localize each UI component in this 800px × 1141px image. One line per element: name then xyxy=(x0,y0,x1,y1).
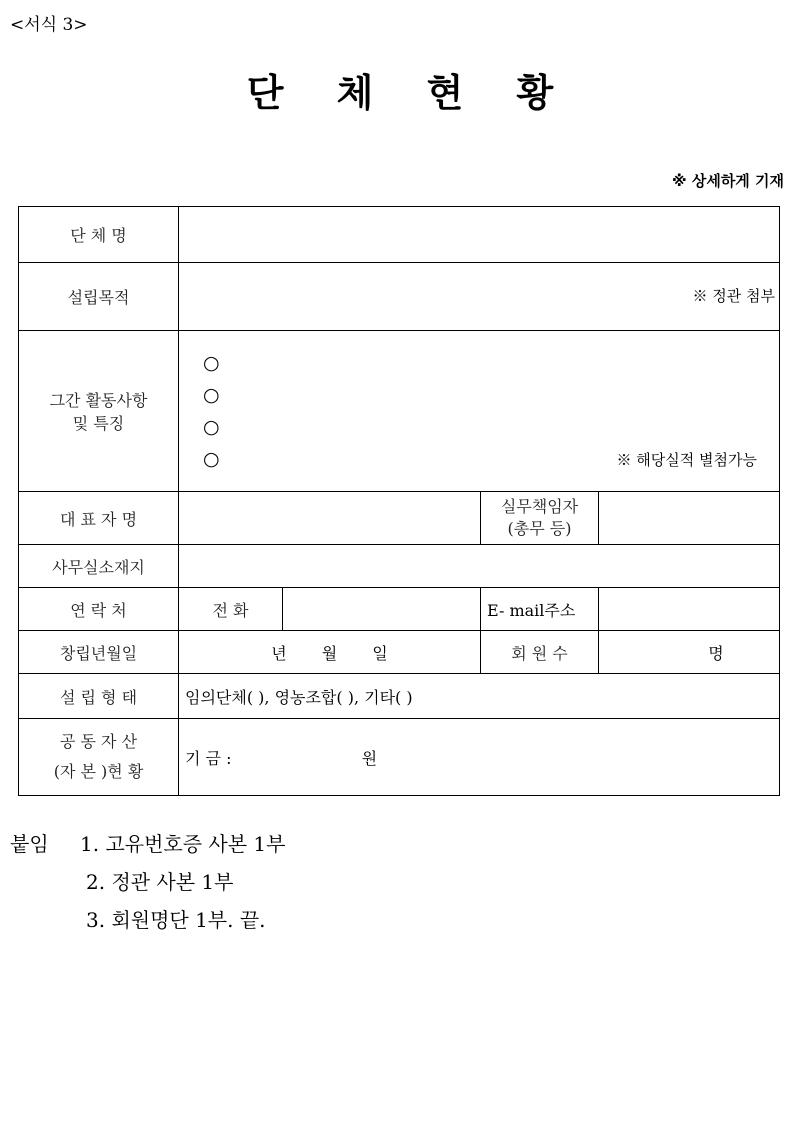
row-office xyxy=(19,545,780,588)
establishment-options[interactable]: 임의단체( ), 영농조합( ), 기타( ) xyxy=(179,674,780,719)
form-number-label: <서식 3> xyxy=(10,15,88,35)
attachment-line-1 xyxy=(10,825,285,863)
document-title: 단 체 현 황 xyxy=(246,70,574,115)
purpose-field[interactable] xyxy=(179,263,780,331)
phone-field[interactable] xyxy=(283,588,481,631)
attachment-item-1: 1. 고유번호증 사본 1부 xyxy=(80,832,286,856)
activities-label-line2: 및 특징 xyxy=(72,414,125,433)
activity-bullet-2: ○ xyxy=(203,384,220,406)
manager-label-line2: (총무 등) xyxy=(507,519,572,538)
activities-label-line1: 그간 활동사항 xyxy=(49,391,148,410)
organization-status-form xyxy=(18,206,780,796)
assets-label-line1: 공 동 자 산 xyxy=(59,732,138,751)
members-label: 회 원 수 xyxy=(481,631,599,674)
row-representative xyxy=(19,492,780,545)
manager-label xyxy=(481,492,599,545)
row-activities xyxy=(19,331,780,492)
manager-field[interactable] xyxy=(599,492,780,545)
fill-instruction: ※ 상세하게 기재 xyxy=(672,172,784,190)
office-field[interactable] xyxy=(179,545,780,588)
fund-label: 기 금 : xyxy=(185,748,232,768)
fund-unit: 원 xyxy=(361,748,378,768)
org-name-field[interactable] xyxy=(179,207,780,263)
contact-label: 연 락 처 xyxy=(19,588,179,631)
row-purpose xyxy=(19,263,780,331)
email-label: E- mail주소 xyxy=(481,588,599,631)
row-assets xyxy=(19,719,780,796)
org-name-label: 단 체 명 xyxy=(19,207,179,263)
assets-label-line2: (자 본 )현 황 xyxy=(53,762,144,781)
activities-note: ※ 해당실적 별첨가능 xyxy=(616,451,757,469)
activities-field[interactable] xyxy=(179,331,780,492)
activity-bullet-4: ○ xyxy=(203,448,220,470)
office-label: 사무실소재지 xyxy=(19,545,179,588)
manager-label-line1: 실무책임자 xyxy=(500,497,579,516)
purpose-label: 설립목적 xyxy=(19,263,179,331)
establishment-label: 설 립 형 태 xyxy=(19,674,179,719)
founded-label: 창립년월일 xyxy=(19,631,179,674)
activity-bullet-1: ○ xyxy=(203,352,220,374)
assets-field[interactable] xyxy=(179,719,780,796)
activities-label xyxy=(19,331,179,492)
representative-field[interactable] xyxy=(179,492,481,545)
founded-date-field[interactable]: 년 월 일 xyxy=(179,631,481,674)
activity-bullet-3: ○ xyxy=(203,416,220,438)
representative-label: 대 표 자 명 xyxy=(19,492,179,545)
purpose-note: ※ 정관 첨부 xyxy=(692,287,775,305)
members-field[interactable]: 명 xyxy=(599,631,780,674)
attachment-item-3: 3. 회원명단 1부. 끝. xyxy=(86,908,266,932)
row-contact xyxy=(19,588,780,631)
row-founded xyxy=(19,631,780,674)
row-establishment xyxy=(19,674,780,719)
phone-label: 전 화 xyxy=(179,588,283,631)
attachment-item-2: 2. 정관 사본 1부 xyxy=(86,870,234,894)
attachments-label: 붙임 xyxy=(10,832,49,856)
email-field[interactable] xyxy=(599,588,780,631)
row-org-name xyxy=(19,207,780,263)
attachments-section xyxy=(10,825,285,939)
assets-label xyxy=(19,719,179,796)
